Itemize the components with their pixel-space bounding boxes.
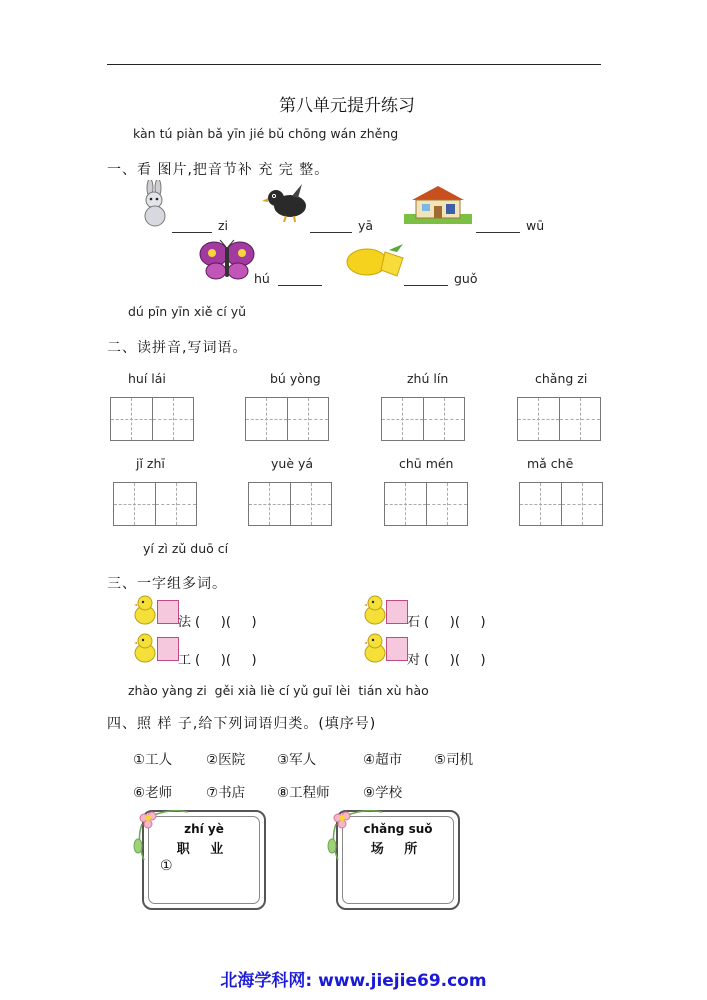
s1-item-4 xyxy=(254,271,328,286)
s4-option-4: ④超市 xyxy=(363,752,403,768)
writing-grid[interactable] xyxy=(113,482,197,526)
s4-option-8: ⑧工程师 xyxy=(277,785,330,801)
mango-icon xyxy=(345,242,407,280)
s1-item-2 xyxy=(310,218,373,233)
writing-grid[interactable] xyxy=(248,482,332,526)
s3-char-1: 法 xyxy=(178,615,192,630)
s3-paren[interactable]: ( )( ) xyxy=(424,653,486,668)
writing-grid[interactable] xyxy=(245,397,329,441)
chick-icon xyxy=(134,595,156,625)
s1-syllable-2: yā xyxy=(358,218,374,233)
writing-grid[interactable] xyxy=(381,397,465,441)
rabbit-icon xyxy=(136,180,174,228)
s4-option-1: ①工人 xyxy=(133,752,173,768)
s4-option-3: ③军人 xyxy=(277,752,317,768)
s2-word-2: bú yòng xyxy=(270,371,321,386)
s4-option-9: ⑨学校 xyxy=(363,785,403,801)
s1-item-3 xyxy=(476,218,544,233)
card-label: 场 所 xyxy=(370,842,426,857)
top-rule xyxy=(107,64,601,65)
pink-box xyxy=(386,600,408,624)
s3-char-3: 工 xyxy=(178,653,192,668)
flower-vine-icon xyxy=(324,804,384,864)
s3-char-1-row xyxy=(178,611,257,630)
card-answer[interactable]: ① xyxy=(160,858,173,874)
s3-char-4: 对 xyxy=(407,653,421,668)
flower-vine-icon xyxy=(130,804,190,864)
pink-box xyxy=(386,637,408,661)
butterfly-icon xyxy=(198,239,256,281)
s4-heading: 四、照 样 子,给下列词语归类。(填序号) xyxy=(107,716,377,732)
s3-char-2-row xyxy=(407,611,486,630)
footer-watermark[interactable]: 北海学科网: www.jiejie69.com xyxy=(220,971,487,991)
s4-option-6: ⑥老师 xyxy=(133,785,173,801)
s3-paren[interactable]: ( )( ) xyxy=(424,615,486,630)
s4-option-2: ②医院 xyxy=(206,752,246,768)
bird-icon xyxy=(262,182,312,222)
s1-syllable-5: guǒ xyxy=(454,271,478,286)
s2-word-8: mǎ chē xyxy=(527,456,574,471)
card-pinyin: zhí yè xyxy=(184,822,224,836)
s3-row-1 xyxy=(157,600,179,624)
s4-option-5: ⑤司机 xyxy=(434,752,474,768)
s1-pinyin: kàn tú piàn bǎ yīn jié bǔ chōng wán zhěng xyxy=(133,126,399,141)
pink-box xyxy=(157,637,179,661)
house-icon xyxy=(404,184,472,224)
s1-syllable-4: hú xyxy=(254,271,270,286)
s3-paren[interactable]: ( )( ) xyxy=(195,615,257,630)
pink-box xyxy=(157,600,179,624)
chick-icon xyxy=(364,633,386,663)
s2-heading: 二、读拼音,写词语。 xyxy=(107,340,248,356)
s1-syllable-1: zi xyxy=(218,218,229,233)
s2-pinyin: dú pīn yīn xiě cí yǔ xyxy=(128,304,247,319)
s3-row-2 xyxy=(386,600,408,624)
s2-word-7: chū mén xyxy=(399,456,454,471)
s3-char-4-row xyxy=(407,649,486,668)
card-label: 职 业 xyxy=(176,842,232,857)
s3-row-4 xyxy=(386,637,408,661)
writing-grid[interactable] xyxy=(517,397,601,441)
card-pinyin: chǎng suǒ xyxy=(363,822,433,836)
s2-word-1: huí lái xyxy=(128,371,166,386)
chick-icon xyxy=(134,633,156,663)
s3-char-3-row xyxy=(178,649,257,668)
s4-pinyin: zhào yàng zi gěi xià liè cí yǔ guī lèi tián xù hào xyxy=(128,683,429,698)
s1-heading: 一、看 图片,把音节补 充 完 整。 xyxy=(107,162,330,178)
s3-heading: 三、一字组多词。 xyxy=(107,576,227,592)
s2-word-4: chǎng zi xyxy=(535,371,588,386)
s3-pinyin: yí zì zǔ duō cí xyxy=(143,541,229,556)
s3-paren[interactable]: ( )( ) xyxy=(195,653,257,668)
s1-item-5 xyxy=(404,271,478,286)
s3-row-3 xyxy=(157,637,179,661)
writing-grid[interactable] xyxy=(384,482,468,526)
s2-word-3: zhú lín xyxy=(407,371,449,386)
s2-word-6: yuè yá xyxy=(271,456,314,471)
s1-item-1 xyxy=(172,218,228,233)
writing-grid[interactable] xyxy=(110,397,194,441)
s1-syllable-3: wū xyxy=(526,218,545,233)
s2-word-5: jǐ zhī xyxy=(136,456,165,471)
chick-icon xyxy=(364,595,386,625)
writing-grid[interactable] xyxy=(519,482,603,526)
page-title: 第八单元提升练习 xyxy=(279,96,415,116)
s4-option-7: ⑦书店 xyxy=(206,785,246,801)
s3-char-2: 石 xyxy=(407,615,421,630)
